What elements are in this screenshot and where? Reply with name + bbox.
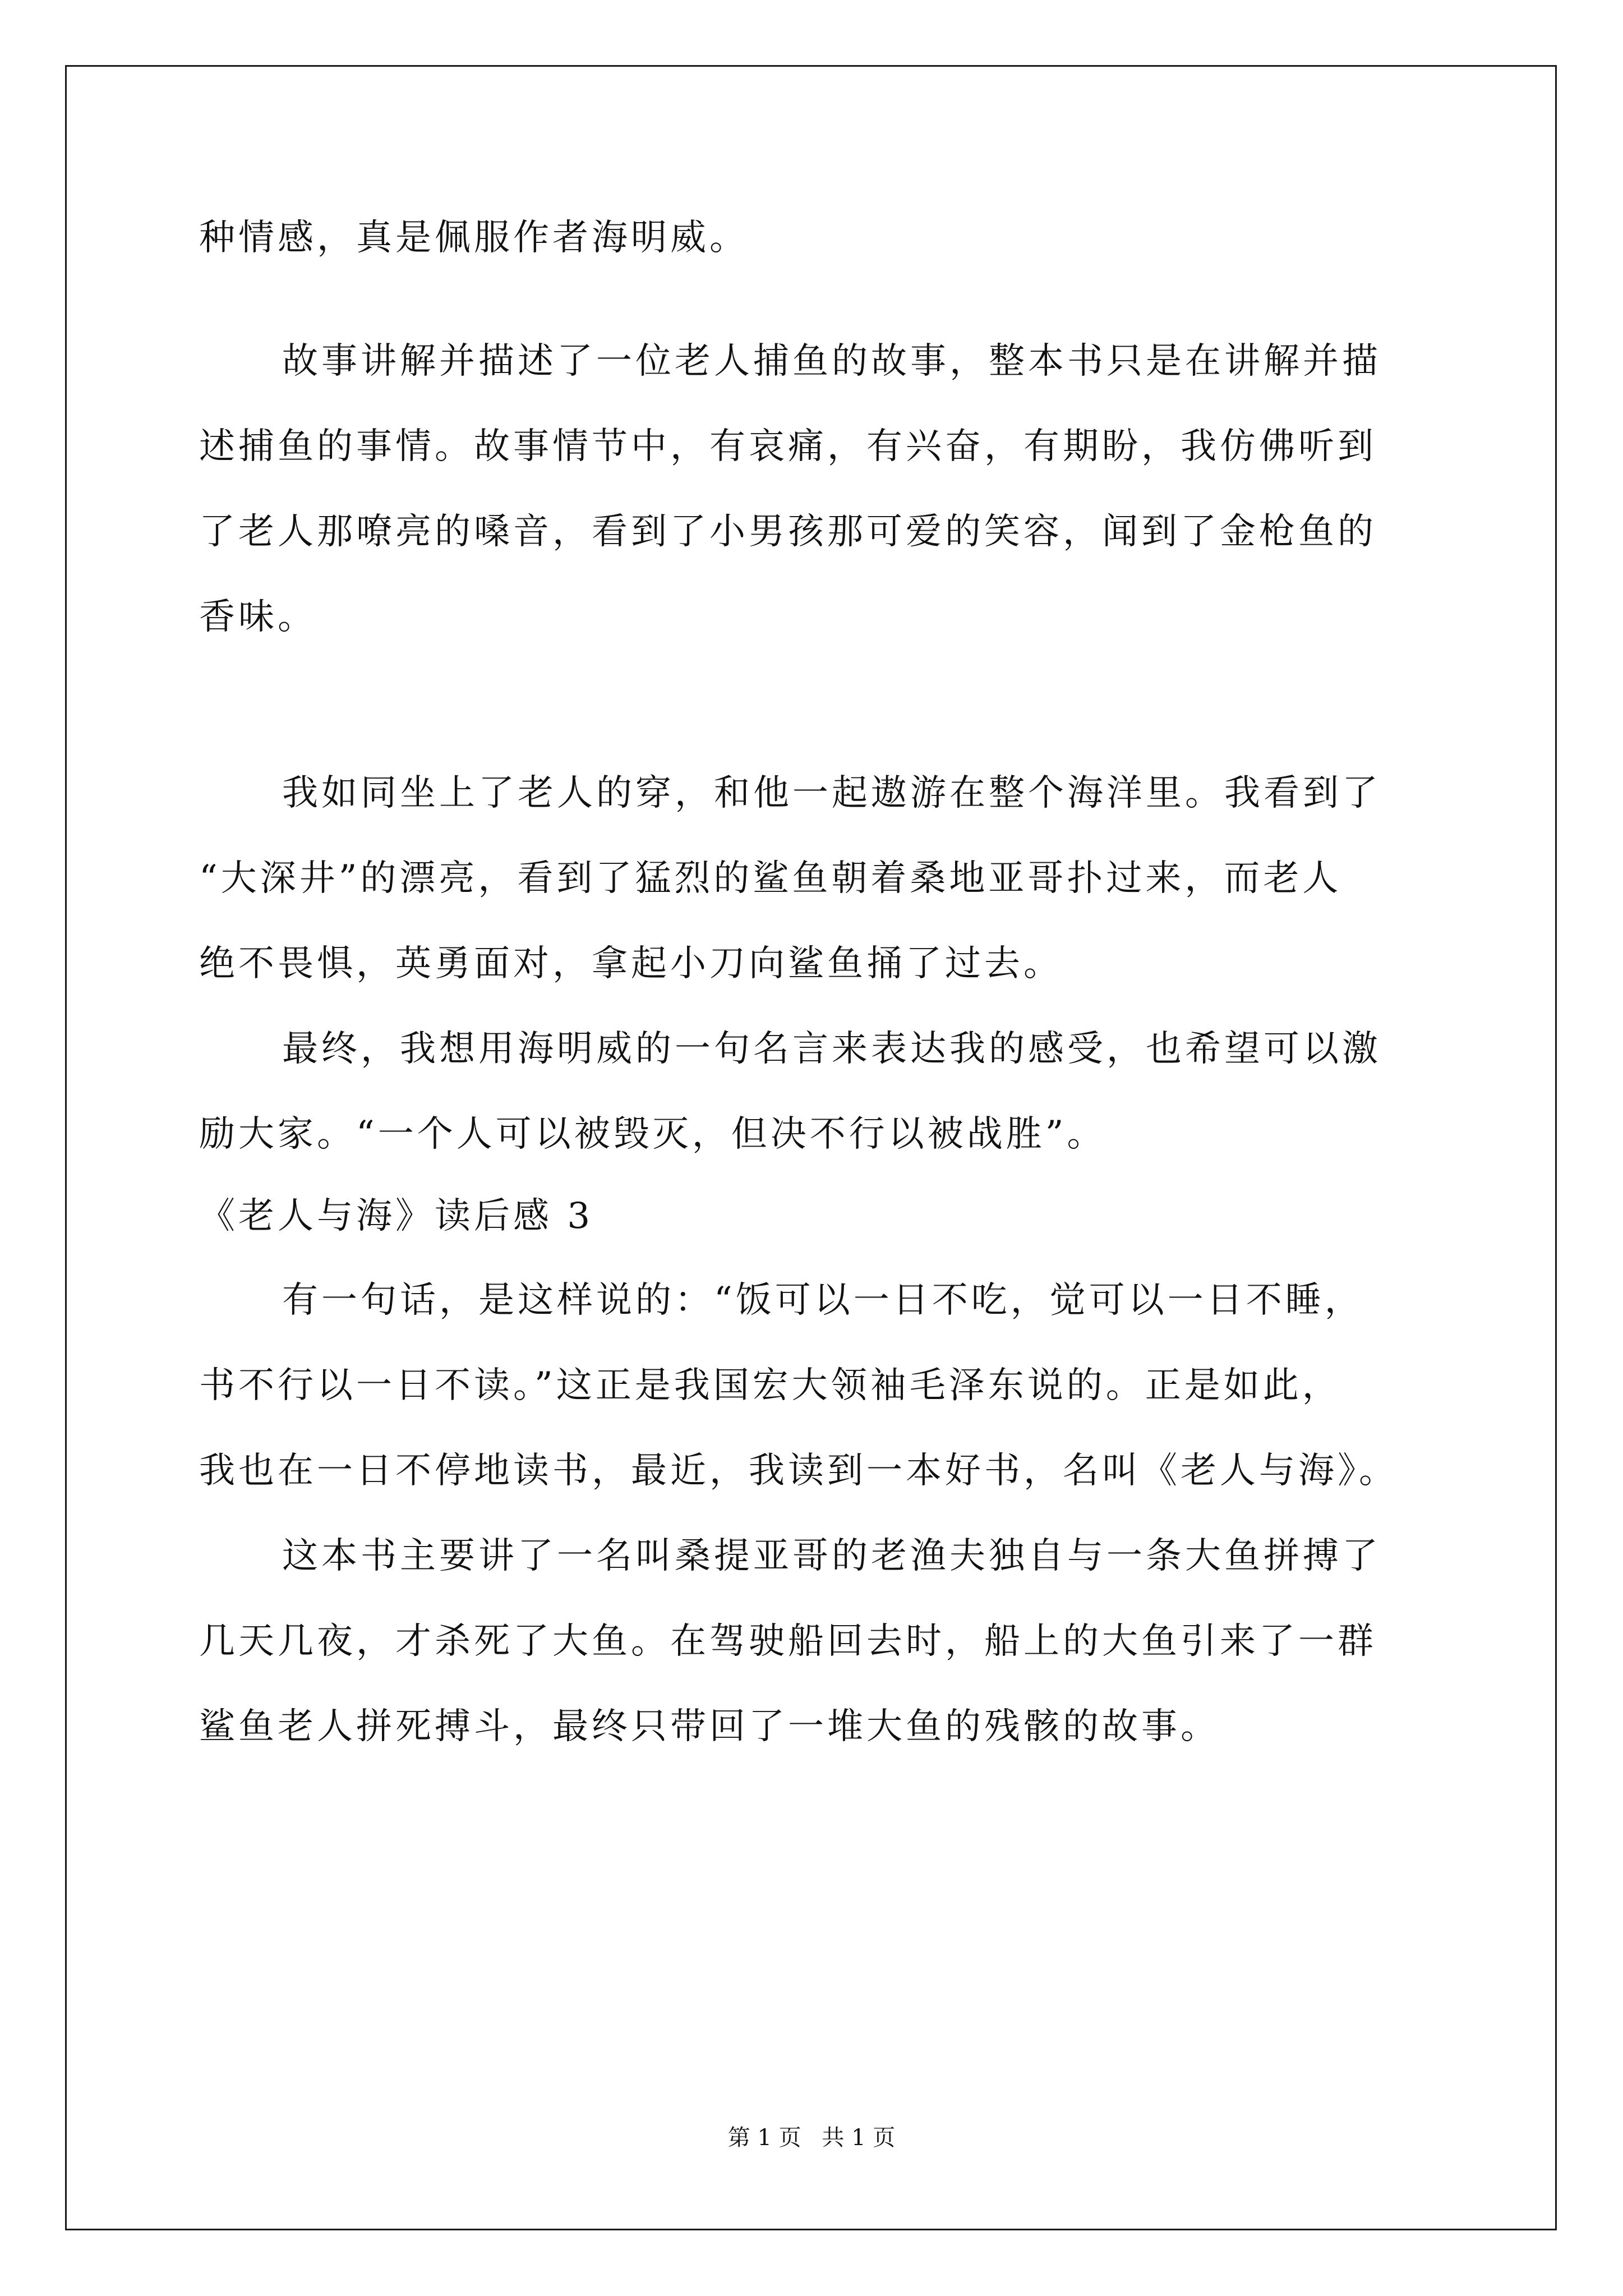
paragraph-line: 我如同坐上了老人的穿，和他一起遨游在整个海洋里。我看到了	[282, 772, 1381, 814]
page-footer	[0, 2124, 1623, 2152]
paragraph-line: 香味。	[199, 596, 317, 638]
paragraph-line: 鲨鱼老人拼死搏斗，最终只带回了一堆大鱼的残骸的故事。	[199, 1706, 1220, 1747]
paragraph-line: “大深井”的漂亮，看到了猛烈的鲨鱼朝着桑地亚哥扑过来，而老人	[199, 858, 1342, 899]
paragraph-line: 故事讲解并描述了一位老人捕鱼的故事，整本书只是在讲解并描	[282, 341, 1381, 382]
paragraph-line: 最终，我想用海明威的一句名言来表达我的感受，也希望可以激	[282, 1028, 1381, 1070]
paragraph-line: 有一句话，是这样说的：“饭可以一日不吃，觉可以一日不睡，	[282, 1280, 1364, 1321]
paragraph-line: 我也在一日不停地读书，最近，我读到一本好书，名叫《老人与海》。	[199, 1450, 1398, 1492]
paragraph-line: 绝不畏惧，英勇面对，拿起小刀向鲨鱼捅了过去。	[199, 943, 1063, 984]
page-total: 共 1 页	[822, 2125, 896, 2151]
paragraph-line: 了老人那嘹亮的嗓音，看到了小男孩那可爱的笑容，闻到了金枪鱼的	[199, 511, 1377, 553]
paragraph-line: 种情感，真是佩服作者海明威。	[199, 217, 749, 259]
page-number: 第 1 页	[727, 2125, 801, 2151]
section-heading: 《老人与海》读后感 3	[199, 1195, 594, 1237]
paragraph-line: 励大家。“一个人可以被毁灭，但决不行以被战胜”。	[199, 1114, 1106, 1155]
paragraph-line: 这本书主要讲了一名叫桑提亚哥的老渔夫独自与一条大鱼拼搏了	[282, 1535, 1381, 1577]
paragraph-line: 书不行以一日不读。”这正是我国宏大领袖毛泽东说的。正是如此，	[199, 1365, 1341, 1406]
paragraph-line: 述捕鱼的事情。故事情节中，有哀痛，有兴奋，有期盼，我仿佛听到	[199, 426, 1377, 467]
paragraph-line: 几天几夜，才杀死了大鱼。在驾驶船回去时，船上的大鱼引来了一群	[199, 1621, 1377, 1662]
